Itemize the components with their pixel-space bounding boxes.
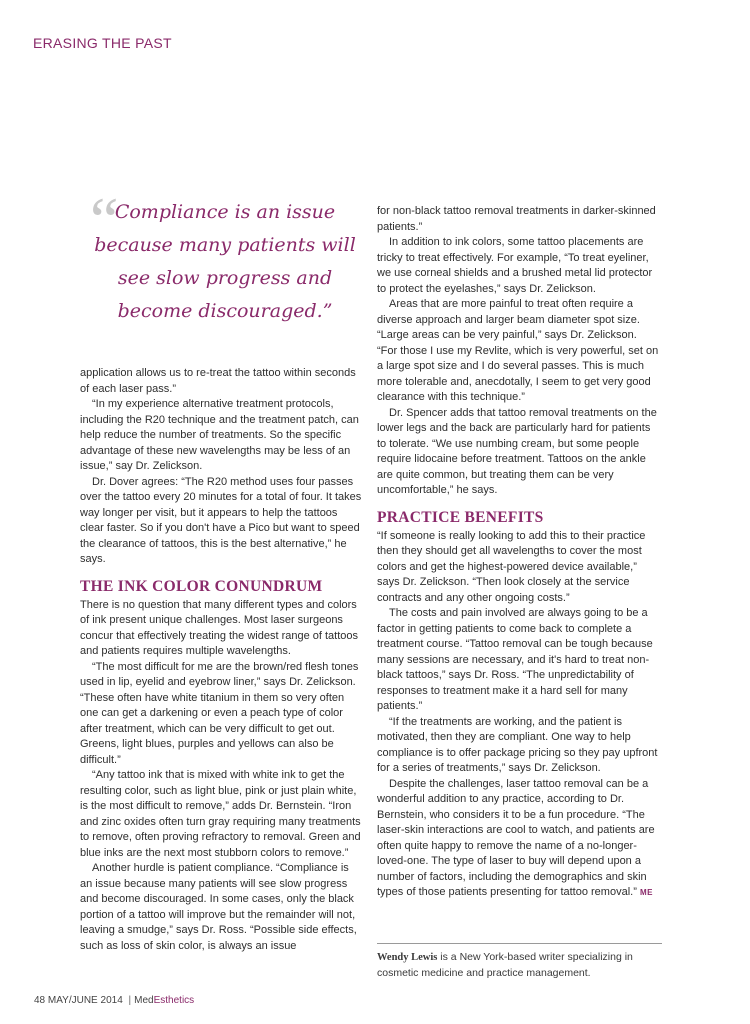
quote-mark-icon: “	[90, 184, 119, 255]
paragraph: There is no question that many different types and colors of ink present unique challenges. Most laser surgeons concur that effectively treating the widest range of tattoos and patients requires multiple wavelengths.	[80, 598, 359, 657]
paragraph: In addition to ink colors, some tattoo placements are tricky to treat effectively. For example, “To treat eyeliner, we use corneal shields and a brushed metal lid protector to protect the eyelashes,” says Dr. Zelickson.	[377, 236, 653, 295]
pull-quote-text: Compliance is an issue because many patients will see slow progress and become discouraged.”	[94, 201, 356, 322]
paragraph-text: Despite the challenges, laser tattoo removal can be a wonderful addition to any practice, according to Dr. Bernstein, who considers it to be a fun procedure. “The laser-skin interactions are cool to watch, and patients are often quite happy to remove the name of a no-longer-loved-one. The type of laser to buy will depend upon a number of factors, including the demographics and skin types of those patients presenting for tattoo removal.”	[377, 777, 655, 898]
paragraph: “If someone is really looking to add this to their practice then they should get all wavelengths to cover the most colors and get the highest-powered device available,” says Dr. Zelickson. “Then look closely at the service contracts and any other ongoing costs.”	[377, 529, 646, 604]
paragraph: The costs and pain involved are always going to be a factor in getting patients to come back to complete a treatment course. “Tattoo removal can be tough because many sessions are necessary, and it's hard to treat non-black tattoos,” says Dr. Ross. “The unpredictability of responses to treatment make it a hard sell for many patients.”	[377, 607, 653, 712]
paragraph: “In my experience alternative treatment protocols, including the R20 technique and the treatment patch, can help reduce the number of treatments. So the specific advantage of these new wavelengths may be less of an issue,” say Dr. Zelickson.	[80, 398, 359, 472]
paragraph: “If the treatments are working, and the patient is motivated, then they are compliant. One way to help compliance is to offer package pricing so they pay upfront for a series of treatments,” says Dr. Zelickson.	[377, 715, 658, 774]
paragraph-final	[377, 777, 660, 901]
end-mark-icon: ME	[639, 888, 653, 897]
paragraph: Dr. Dover agrees: “The R20 method uses four passes over the tattoo every 20 minutes for a total of four. It takes way longer per visit, but it appears to help the tattoos clear faster. So if you don't have a Pico but want to speed the clearance of tattoos, this is the best alternative,” he says.	[80, 475, 362, 565]
paragraph: for non-black tattoo removal treatments in darker-skinned patients.”	[377, 205, 656, 233]
left-column	[80, 366, 363, 954]
paragraph: Areas that are more painful to treat often require a diverse approach and larger beam diameter spot size. “Large areas can be very painful,” says Dr. Zelickson. “For those I use my Revlite, which is very powerful, set on a large spot size and I do several passes. This is much more tolerable and, anecdotally, I seem to get very good clearance with this technique.”	[377, 298, 659, 403]
paragraph: application allows us to re-treat the tattoo within seconds of each laser pass.”	[80, 367, 356, 395]
divider	[377, 943, 662, 944]
brand-name-part-1: Med	[134, 995, 154, 1006]
page-footer	[34, 995, 194, 1006]
section-heading: THE INK COLOR CONUNDRUM	[80, 577, 323, 595]
page-number: 48	[34, 995, 46, 1006]
section-tag: ERASING THE PAST	[33, 35, 172, 51]
author-bio	[377, 950, 662, 980]
paragraph: Dr. Spencer adds that tattoo removal treatments on the lower legs and the back are particularly hard for patients to tolerate. “We use numbing cream, but some people require lidocaine before treatment. Tattoos on the ankle are quite common, but treating them can be very uncomfortable,” he says.	[377, 406, 657, 496]
author-name: Wendy Lewis	[377, 952, 438, 963]
paragraph: “Any tattoo ink that is mixed with white ink to get the resulting color, such as light blue, pink or just plain white, is the most difficult to remove,” adds Dr. Bernstein. “Iron and zinc oxides often turn gray requiring many treatments to remove, often proving refractory to removal. Green and blue inks are the next most stubborn colors to remove.”	[80, 769, 361, 859]
footer-separator: |	[128, 995, 132, 1006]
right-column	[377, 204, 660, 901]
section-heading: PRACTICE BENEFITS	[377, 508, 544, 526]
pull-quote	[90, 184, 360, 328]
paragraph: Another hurdle is patient compliance. “Compliance is an issue because many patients will see slow progress and become discouraged. In some cases, only the black portion of a tattoo will improve but the remainder will not, leaving a smudge,” says Dr. Ross. “Possible side effects, such as loss of skin color, is always an issue	[80, 862, 357, 952]
author-bio-text: is a New York-based writer specializing in cosmetic medicine and practice management.	[377, 951, 633, 979]
brand-name-part-2: Esthetics	[153, 995, 195, 1006]
paragraph: “The most difficult for me are the brown/red flesh tones used in lip, eyelid and eyebrow liner,” says Dr. Zelickson. “These often have white titanium in them so very often one can get a darkening or even a peach type of color after treatment, which can be very difficult to get out. Greens, light blues, purples and yellows can also be difficult.”	[80, 660, 359, 766]
issue-date: MAY/JUNE 2014	[47, 995, 123, 1006]
